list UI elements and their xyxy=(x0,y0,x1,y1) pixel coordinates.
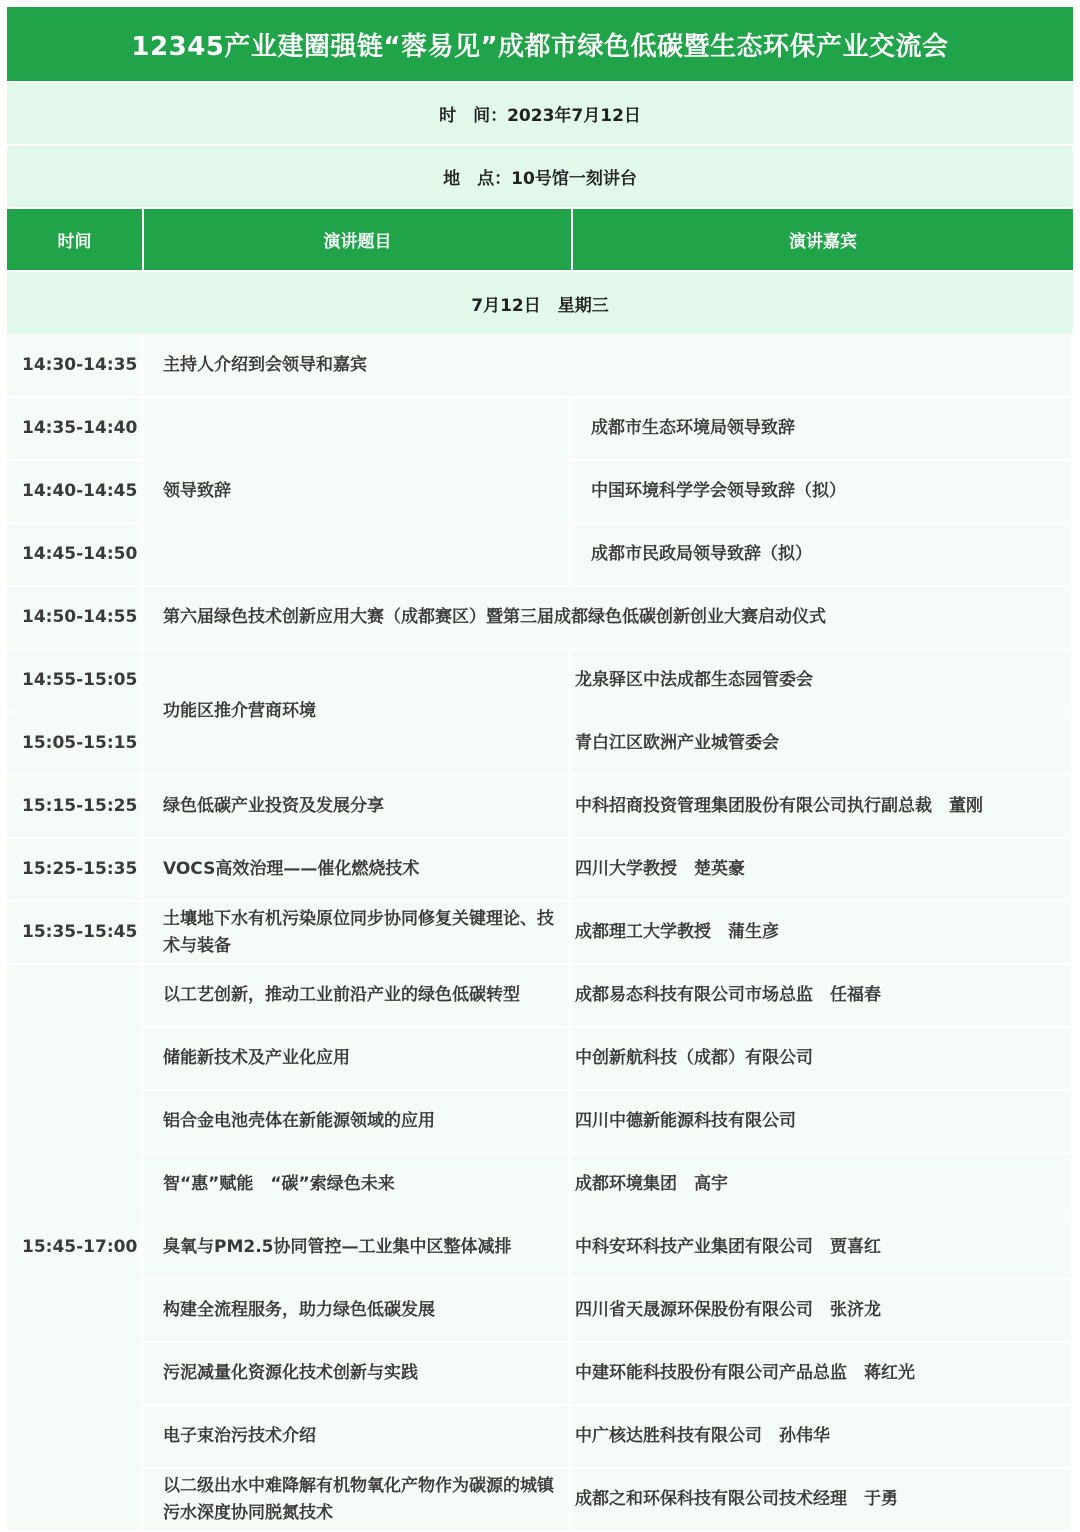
speaker-cell: 中建环能科技股份有限公司产品总监 蒋红光 xyxy=(571,1343,1073,1406)
time-cell: 14:45-14:50 xyxy=(7,524,143,587)
speaker-cell: 青白江区欧洲产业城管委会 xyxy=(571,713,1073,776)
speaker-cell: 成都之和环保科技有限公司技术经理 于勇 xyxy=(571,1469,1073,1532)
topic-cell: 污泥减量化资源化技术创新与实践 xyxy=(143,1343,571,1406)
table-header xyxy=(7,209,1073,270)
header-topic: 演讲题目 xyxy=(144,209,571,270)
speaker-cell: 成都环境集团 高宇 xyxy=(571,1154,1073,1217)
speaker-cell: 中创新航科技（成都）有限公司 xyxy=(571,1028,1073,1091)
time-cell: 14:35-14:40 xyxy=(7,398,143,461)
topic-cell: 绿色低碳产业投资及发展分享 xyxy=(143,776,571,839)
time-cell: 14:30-14:35 xyxy=(7,335,143,398)
event-location: 地 点：10号馆一刻讲台 xyxy=(7,146,1073,207)
speaker-cell: 成都市民政局领导致辞（拟） xyxy=(571,524,1073,587)
topic-cell: 构建全流程服务，助力绿色低碳发展 xyxy=(143,1280,571,1343)
speaker-cell: 中科招商投资管理集团股份有限公司执行副总裁 董刚 xyxy=(571,776,1073,839)
speaker-cell: 中国环境科学学会领导致辞（拟） xyxy=(571,461,1073,524)
topic-cell: 主持人介绍到会领导和嘉宾 xyxy=(143,335,1073,398)
speaker-cell: 成都市生态环境局领导致辞 xyxy=(571,398,1073,461)
speaker-cell: 四川省天晟源环保股份有限公司 张济龙 xyxy=(571,1280,1073,1343)
agenda-table xyxy=(7,335,1073,1532)
day-label: 7月12日 星期三 xyxy=(7,272,1073,334)
time-cell: 15:15-15:25 xyxy=(7,776,143,839)
speaker-cell: 中广核达胜科技有限公司 孙伟华 xyxy=(571,1406,1073,1469)
event-date: 时 间：2023年7月12日 xyxy=(7,83,1073,144)
header-time: 时间 xyxy=(7,209,142,270)
speaker-cell: 四川大学教授 楚英豪 xyxy=(571,839,1073,902)
topic-cell: VOCS高效治理——催化燃烧技术 xyxy=(143,839,571,902)
topic-cell: 第六届绿色技术创新应用大赛（成都赛区）暨第三届成都绿色低碳创新创业大赛启动仪式 xyxy=(143,587,1073,650)
time-cell: 14:55-15:05 xyxy=(7,650,143,713)
topic-cell: 以工艺创新，推动工业前沿产业的绿色低碳转型 xyxy=(143,965,571,1028)
agenda-sheet xyxy=(7,7,1073,1532)
speaker-cell: 四川中德新能源科技有限公司 xyxy=(571,1091,1073,1154)
time-cell: 14:50-14:55 xyxy=(7,587,143,650)
topic-cell: 智“惠”赋能 “碳”索绿色未来 xyxy=(143,1154,571,1217)
page-title: 12345产业建圈强链“蓉易见”成都市绿色低碳暨生态环保产业交流会 xyxy=(7,7,1073,81)
time-cell: 15:25-15:35 xyxy=(7,839,143,902)
header-speaker: 演讲嘉宾 xyxy=(573,209,1073,270)
topic-cell: 储能新技术及产业化应用 xyxy=(143,1028,571,1091)
topic-cell: 功能区推介营商环境 xyxy=(143,650,571,776)
topic-cell: 电子束治污技术介绍 xyxy=(143,1406,571,1469)
time-cell: 14:40-14:45 xyxy=(7,461,143,524)
topic-cell: 以二级出水中难降解有机物氧化产物作为碳源的城镇污水深度协同脱氮技术 xyxy=(143,1469,571,1532)
speaker-cell: 中科安环科技产业集团有限公司 贾喜红 xyxy=(571,1217,1073,1280)
topic-cell: 领导致辞 xyxy=(143,398,571,587)
topic-cell: 土壤地下水有机污染原位同步协同修复关键理论、技术与装备 xyxy=(143,902,571,965)
time-cell: 15:35-15:45 xyxy=(7,902,143,965)
time-cell: 15:05-15:15 xyxy=(7,713,143,776)
speaker-cell: 成都理工大学教授 蒲生彦 xyxy=(571,902,1073,965)
speaker-cell: 成都易态科技有限公司市场总监 任福春 xyxy=(571,965,1073,1028)
topic-cell: 臭氧与PM2.5协同管控—工业集中区整体减排 xyxy=(143,1217,571,1280)
speaker-cell: 龙泉驿区中法成都生态园管委会 xyxy=(571,650,1073,713)
time-cell: 15:45-17:00 xyxy=(7,965,143,1532)
topic-cell: 铝合金电池壳体在新能源领域的应用 xyxy=(143,1091,571,1154)
